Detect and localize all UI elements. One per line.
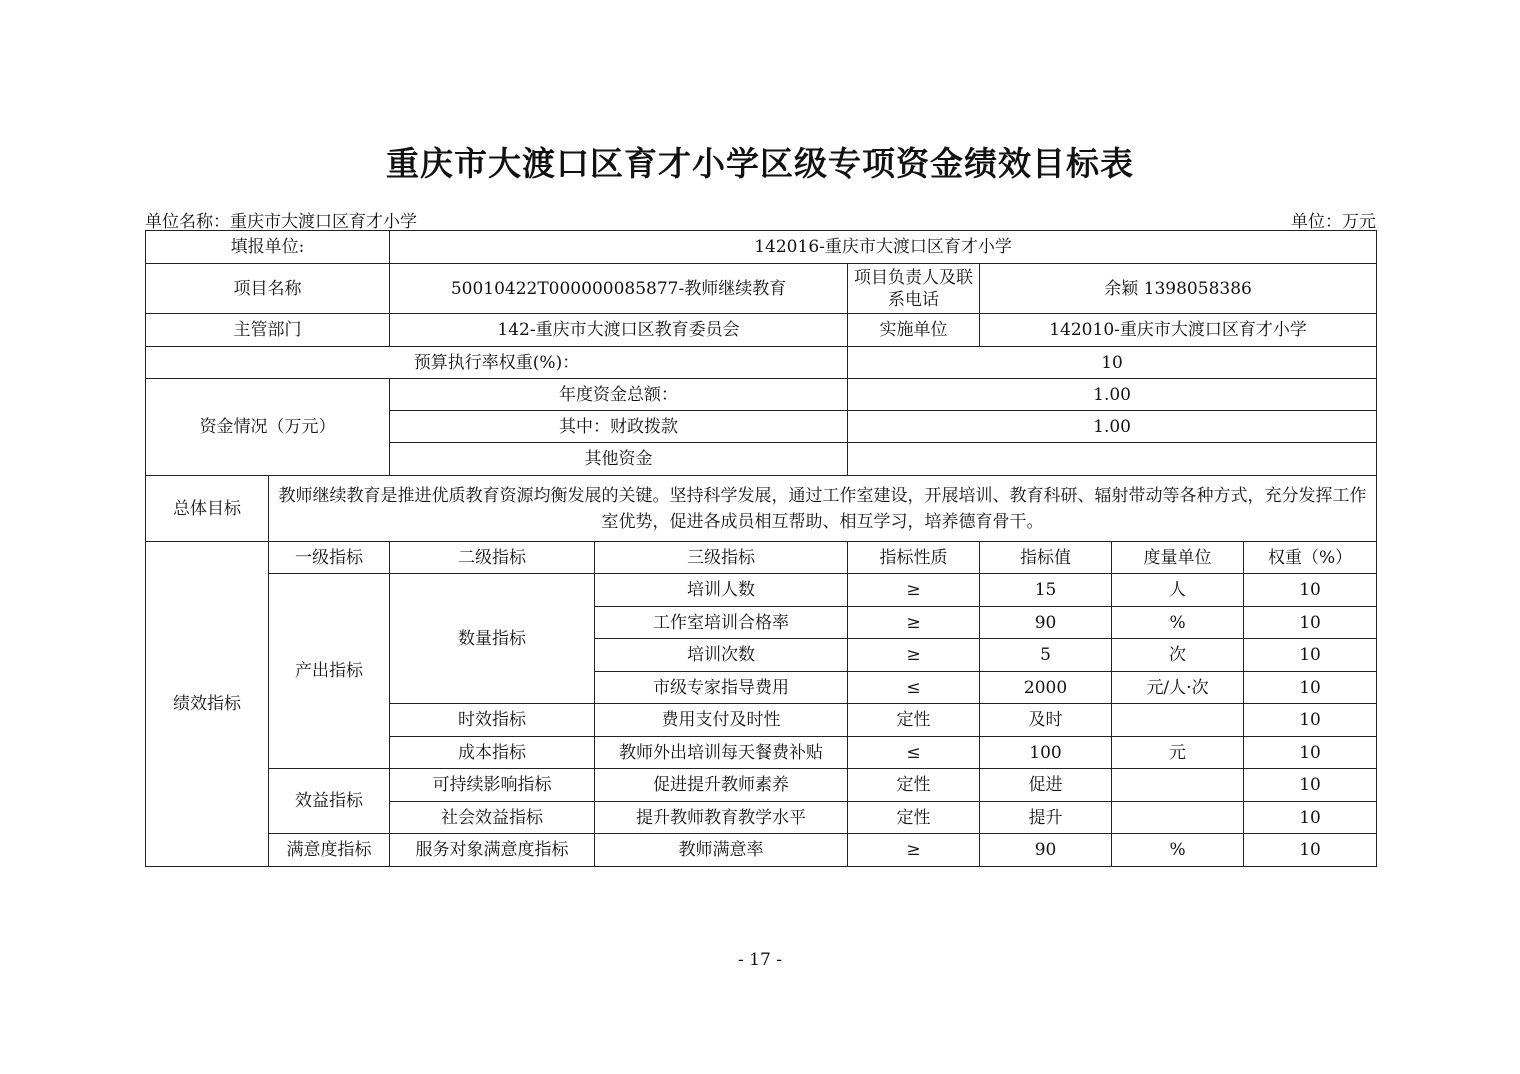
indicator-nature: 定性: [848, 704, 980, 737]
indicator-weight: 10: [1244, 574, 1377, 607]
indicator-row: [146, 574, 1377, 607]
indicator-value: 90: [980, 607, 1112, 639]
indicator-unit: %: [1112, 834, 1244, 867]
indicator-nature: 定性: [848, 769, 980, 802]
indicator-weight: 10: [1244, 769, 1377, 802]
indicator-header-row: [146, 542, 1377, 574]
level2-service: 服务对象满意度指标: [390, 834, 595, 867]
indicator-name: 培训次数: [595, 639, 848, 672]
contact-value: 余颖 1398058386: [980, 264, 1377, 314]
level2-timeliness: 时效指标: [390, 704, 595, 737]
other-funds-label: 其他资金: [390, 443, 848, 476]
annual-total-label: 年度资金总额：: [390, 379, 848, 411]
impl-value: 142010-重庆市大渡口区育才小学: [980, 314, 1377, 347]
fill-unit-value: 142016-重庆市大渡口区育才小学: [390, 231, 1377, 264]
indicator-weight: 10: [1244, 607, 1377, 639]
header-level3: 三级指标: [595, 542, 848, 574]
indicator-unit: 元: [1112, 737, 1244, 769]
header-level1: 一级指标: [269, 542, 390, 574]
level1-satisfaction: 满意度指标: [269, 834, 390, 867]
indicator-nature: 定性: [848, 802, 980, 834]
indicator-nature: ≥: [848, 574, 980, 607]
indicator-unit: %: [1112, 607, 1244, 639]
level2-sustainable: 可持续影响指标: [390, 769, 595, 802]
header-value: 指标值: [980, 542, 1112, 574]
header-nature: 指标性质: [848, 542, 980, 574]
indicator-value: 2000: [980, 672, 1112, 704]
indicator-value: 15: [980, 574, 1112, 607]
goal-row: [146, 476, 1377, 542]
indicator-row: [146, 834, 1377, 867]
indicator-unit: 元/人·次: [1112, 672, 1244, 704]
indicator-name: 提升教师教育教学水平: [595, 802, 848, 834]
budget-weight-label: 预算执行率权重(%)：: [146, 347, 848, 379]
project-row: [146, 264, 1377, 314]
level2-quantity: 数量指标: [390, 574, 595, 704]
level1-output: 产出指标: [269, 574, 390, 769]
budget-weight-value: 10: [848, 347, 1377, 379]
header-level2: 二级指标: [390, 542, 595, 574]
indicator-unit: [1112, 704, 1244, 737]
contact-label: 项目负责人及联系电话: [848, 264, 980, 314]
budget-weight-row: [146, 347, 1377, 379]
indicator-value: 5: [980, 639, 1112, 672]
annual-total-value: 1.00: [848, 379, 1377, 411]
indicators-label: 绩效指标: [146, 542, 269, 867]
indicator-weight: 10: [1244, 704, 1377, 737]
indicator-name: 市级专家指导费用: [595, 672, 848, 704]
goal-label: 总体目标: [146, 476, 269, 542]
fiscal-label: 其中：财政拨款: [390, 411, 848, 443]
indicator-unit: [1112, 769, 1244, 802]
dept-row: [146, 314, 1377, 347]
fill-unit-label: 填报单位:: [146, 231, 390, 264]
indicator-weight: 10: [1244, 737, 1377, 769]
indicator-weight: 10: [1244, 834, 1377, 867]
page-number: - 17 -: [738, 950, 782, 970]
project-name-value: 50010422T000000085877-教师继续教育: [390, 264, 848, 314]
indicator-nature: ≥: [848, 639, 980, 672]
indicator-value: 提升: [980, 802, 1112, 834]
other-funds-value: [848, 443, 1377, 476]
fiscal-value: 1.00: [848, 411, 1377, 443]
indicator-value: 促进: [980, 769, 1112, 802]
indicator-row: [146, 769, 1377, 802]
indicator-name: 教师外出培训每天餐费补贴: [595, 737, 848, 769]
indicator-value: 90: [980, 834, 1112, 867]
dept-label: 主管部门: [146, 314, 390, 347]
level1-benefit: 效益指标: [269, 769, 390, 834]
performance-target-table: [145, 230, 1377, 867]
indicator-nature: ≥: [848, 834, 980, 867]
level2-social: 社会效益指标: [390, 802, 595, 834]
indicator-name: 工作室培训合格率: [595, 607, 848, 639]
currency-unit: 单位：万元: [1291, 212, 1376, 232]
indicator-name: 费用支付及时性: [595, 704, 848, 737]
indicator-unit: 次: [1112, 639, 1244, 672]
funds-total-row: [146, 379, 1377, 411]
indicator-unit: [1112, 802, 1244, 834]
indicator-value: 100: [980, 737, 1112, 769]
impl-label: 实施单位: [848, 314, 980, 347]
indicator-weight: 10: [1244, 802, 1377, 834]
header-weight: 权重（%）: [1244, 542, 1377, 574]
indicator-nature: ≤: [848, 672, 980, 704]
document-title: 重庆市大渡口区育才小学区级专项资金绩效目标表: [386, 144, 1134, 183]
indicator-name: 培训人数: [595, 574, 848, 607]
indicator-name: 教师满意率: [595, 834, 848, 867]
indicator-weight: 10: [1244, 672, 1377, 704]
indicator-name: 促进提升教师素养: [595, 769, 848, 802]
fill-unit-row: [146, 231, 1377, 264]
level2-cost: 成本指标: [390, 737, 595, 769]
indicator-weight: 10: [1244, 639, 1377, 672]
unit-name: 单位名称：重庆市大渡口区育才小学: [145, 212, 417, 232]
indicator-nature: ≤: [848, 737, 980, 769]
dept-value: 142-重庆市大渡口区教育委员会: [390, 314, 848, 347]
header-unit: 度量单位: [1112, 542, 1244, 574]
project-name-label: 项目名称: [146, 264, 390, 314]
goal-text: 教师继续教育是推进优质教育资源均衡发展的关键。坚持科学发展，通过工作室建设，开展培训、教育科研、辐射带动等各种方式，充分发挥工作室优势，促进各成员相互帮助、相互学习，培养德育骨干。: [269, 476, 1377, 542]
indicator-nature: ≥: [848, 607, 980, 639]
indicator-unit: 人: [1112, 574, 1244, 607]
indicator-value: 及时: [980, 704, 1112, 737]
funds-label: 资金情况（万元）: [146, 379, 390, 476]
